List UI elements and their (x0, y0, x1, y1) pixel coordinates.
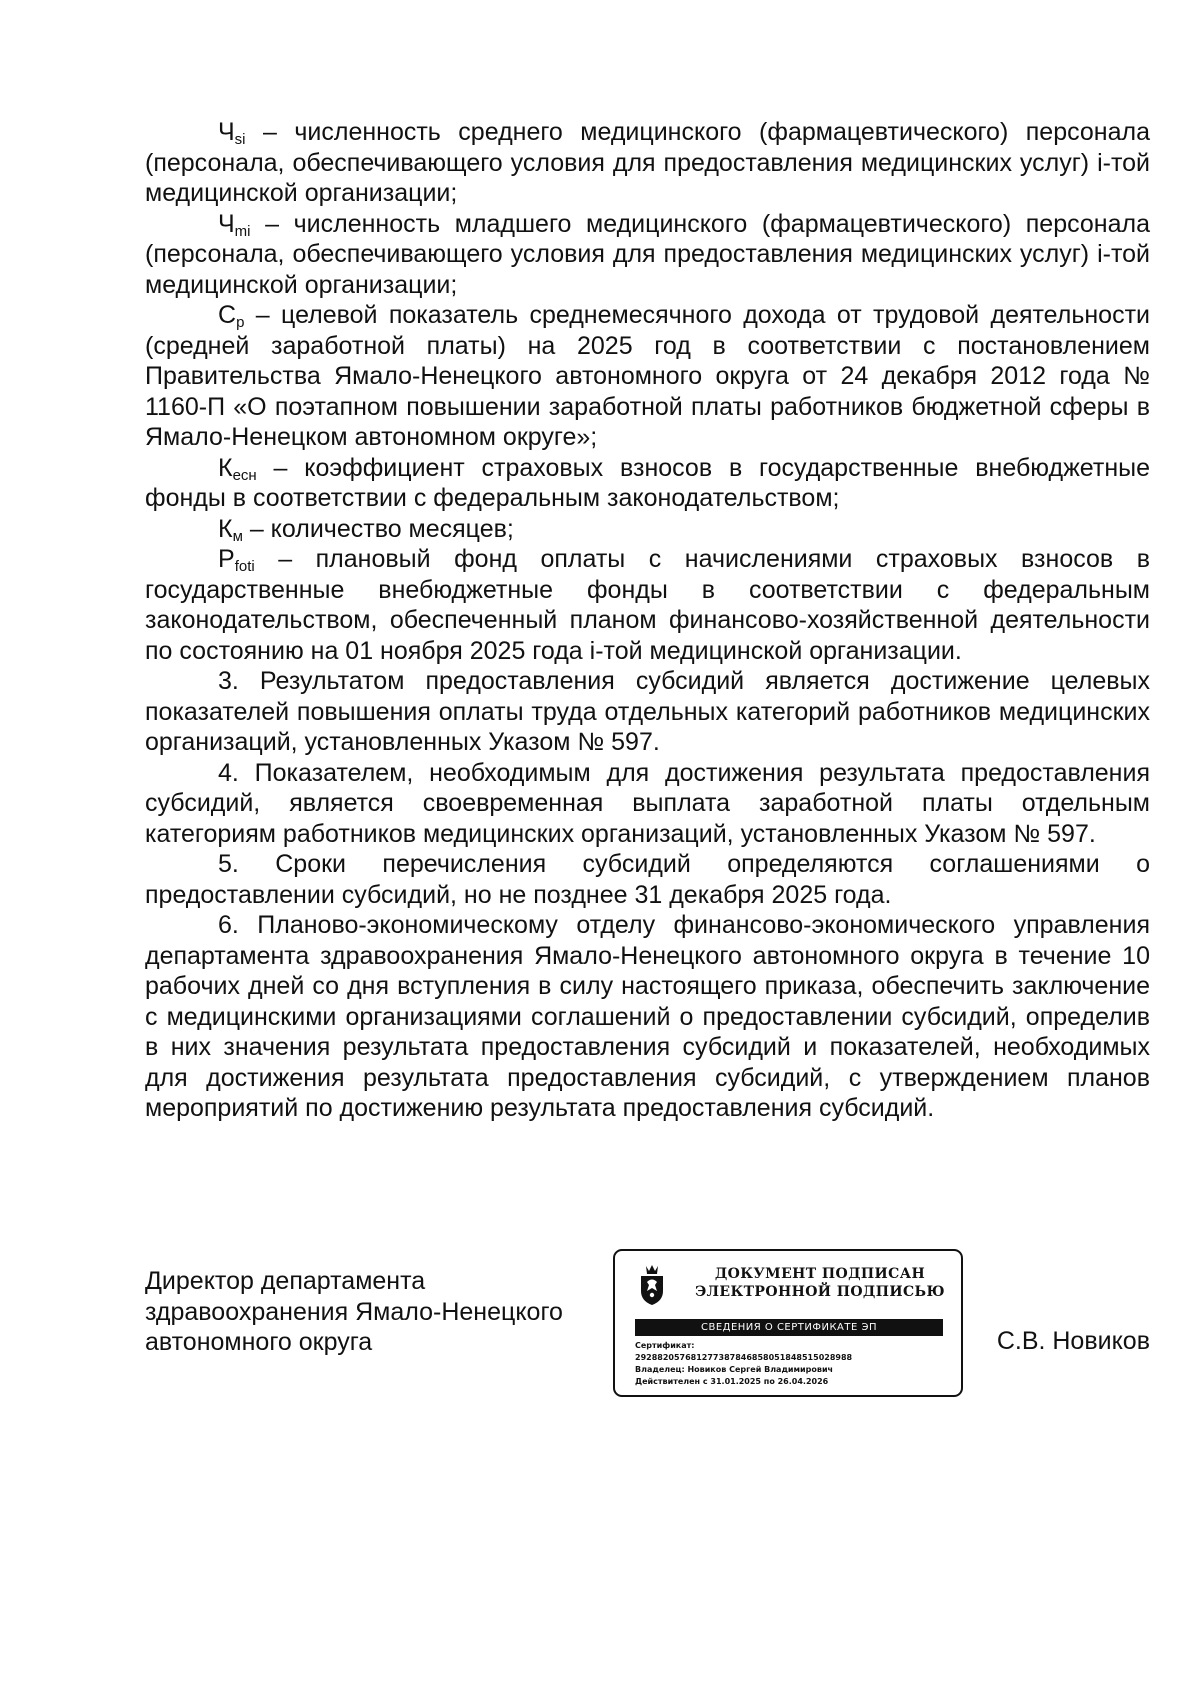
subscript: м (232, 527, 243, 545)
paragraph-cp (145, 300, 1150, 453)
subscript: foti (234, 558, 255, 575)
symbol: Ч (218, 118, 235, 146)
definition-text: – целевой показатель среднемесячного дохода от трудовой деятельности (средней заработной платы) на 2025 год в соответствии с постановлением Правительства Ямало-Ненецкого автономного округа от 24 декабря 2012 года № 1160-П «О поэтапном повышении заработной платы работников бюджетной сферы в Ямало-Ненецком автономном округе»; (145, 301, 1150, 451)
symbol: К (218, 453, 233, 482)
certificate-label: Сертификат: (635, 1341, 695, 1350)
paragraph-chsi (145, 117, 1150, 209)
definition-text: – численность среднего медицинского (фармацевтического) персонала (персонала, обеспечивающего условия для предоставления медицинских услуг) i-той медицинской организации; (145, 118, 1150, 207)
symbol: Ч (218, 209, 235, 238)
symbol: С (218, 301, 237, 329)
certificate-details (635, 1340, 945, 1388)
definition-text: – численность младшего медицинского (фармацевтического) персонала (персонала, обеспечивающего условия для предоставления медицинских услуг) i-той медицинской организации; (145, 209, 1150, 299)
certificate-validity: Действителен с 31.01.2025 по 26.04.2026 (635, 1377, 829, 1386)
position-line: Директор департамента (145, 1267, 426, 1295)
paragraph-item-3: 3. Результатом предоставления субсидий является достижение целевых показателей повышения оплаты труда отдельных категорий работников медицинских организаций, установленных Указом № 597. (145, 667, 1150, 756)
document-body (145, 117, 1150, 1124)
subscript: есн (232, 466, 257, 484)
signatory-name: С.В. Новиков (996, 1327, 1150, 1355)
definition-text: – плановый фонд оплаты с начислениями страховых взносов в государственные внебюджетные фонды в соответствии с федеральным законодательством, обеспеченный планом финансово-хозяйственной деятельности по состоянию на 01 ноября 2025 года i-той медицинской организации. (145, 545, 1150, 665)
subscript: р (236, 314, 245, 331)
paragraph-item-4: 4. Показателем, необходимым для достижения результата предоставления субсидий, является своевременная выплата заработной платы отдельным категориям работников медицинских организаций, установленных Указом № 597. (145, 758, 1150, 848)
paragraph-pfoti (145, 544, 1150, 666)
position-line: здравоохранения Ямало-Ненецкого (145, 1297, 563, 1326)
stamp-title-line: ЭЛЕКТРОННОЙ ПОДПИСЬЮ (695, 1284, 945, 1300)
certificate-number: 292882057681277387846858051848515028988 (635, 1353, 853, 1362)
paragraph-chmi (145, 209, 1150, 301)
symbol: К (218, 514, 233, 543)
paragraph-item-5: 5. Сроки перечисления субсидий определяются соглашениями о предоставлении субсидий, но не позднее 31 декабря 2025 года. (145, 850, 1150, 909)
paragraph-kesn (145, 453, 1150, 514)
definition-text: – количество месяцев; (242, 514, 514, 543)
electronic-signature-stamp (613, 1249, 963, 1397)
certificate-info-bar: СВЕДЕНИЯ О СЕРТИФИКАТЕ ЭП (635, 1319, 943, 1336)
stamp-title-line: ДОКУМЕНТ ПОДПИСАН (714, 1266, 926, 1282)
certificate-owner: Владелец: Новиков Сергей Владимирович (635, 1365, 834, 1374)
stamp-title (685, 1265, 955, 1301)
coat-of-arms-icon (635, 1263, 669, 1307)
definition-text: – коэффициент страховых взносов в государственные внебюджетные фонды в соответствии с федеральным законодательством; (145, 453, 1150, 512)
subscript: si (234, 131, 246, 148)
signatory-position (145, 1266, 605, 1358)
paragraph-km (145, 514, 1150, 545)
symbol: Р (218, 545, 235, 573)
subscript: mi (234, 222, 251, 240)
position-line: автономного округа (145, 1328, 373, 1356)
paragraph-item-6: 6. Планово-экономическому отделу финансово-экономического управления департамента здравоохранения Ямало-Ненецкого автономного округа в течение 10 рабочих дней со дня вступления в силу настоящего приказа, обеспечить заключение с медицинскими организациями соглашений о предоставлении субсидий, определив в них значения результата предоставления субсидий и показателей, необходимых для достижения результата предоставления субсидий, с утверждением планов мероприятий по достижению результата предоставления субсидий. (145, 911, 1150, 1122)
